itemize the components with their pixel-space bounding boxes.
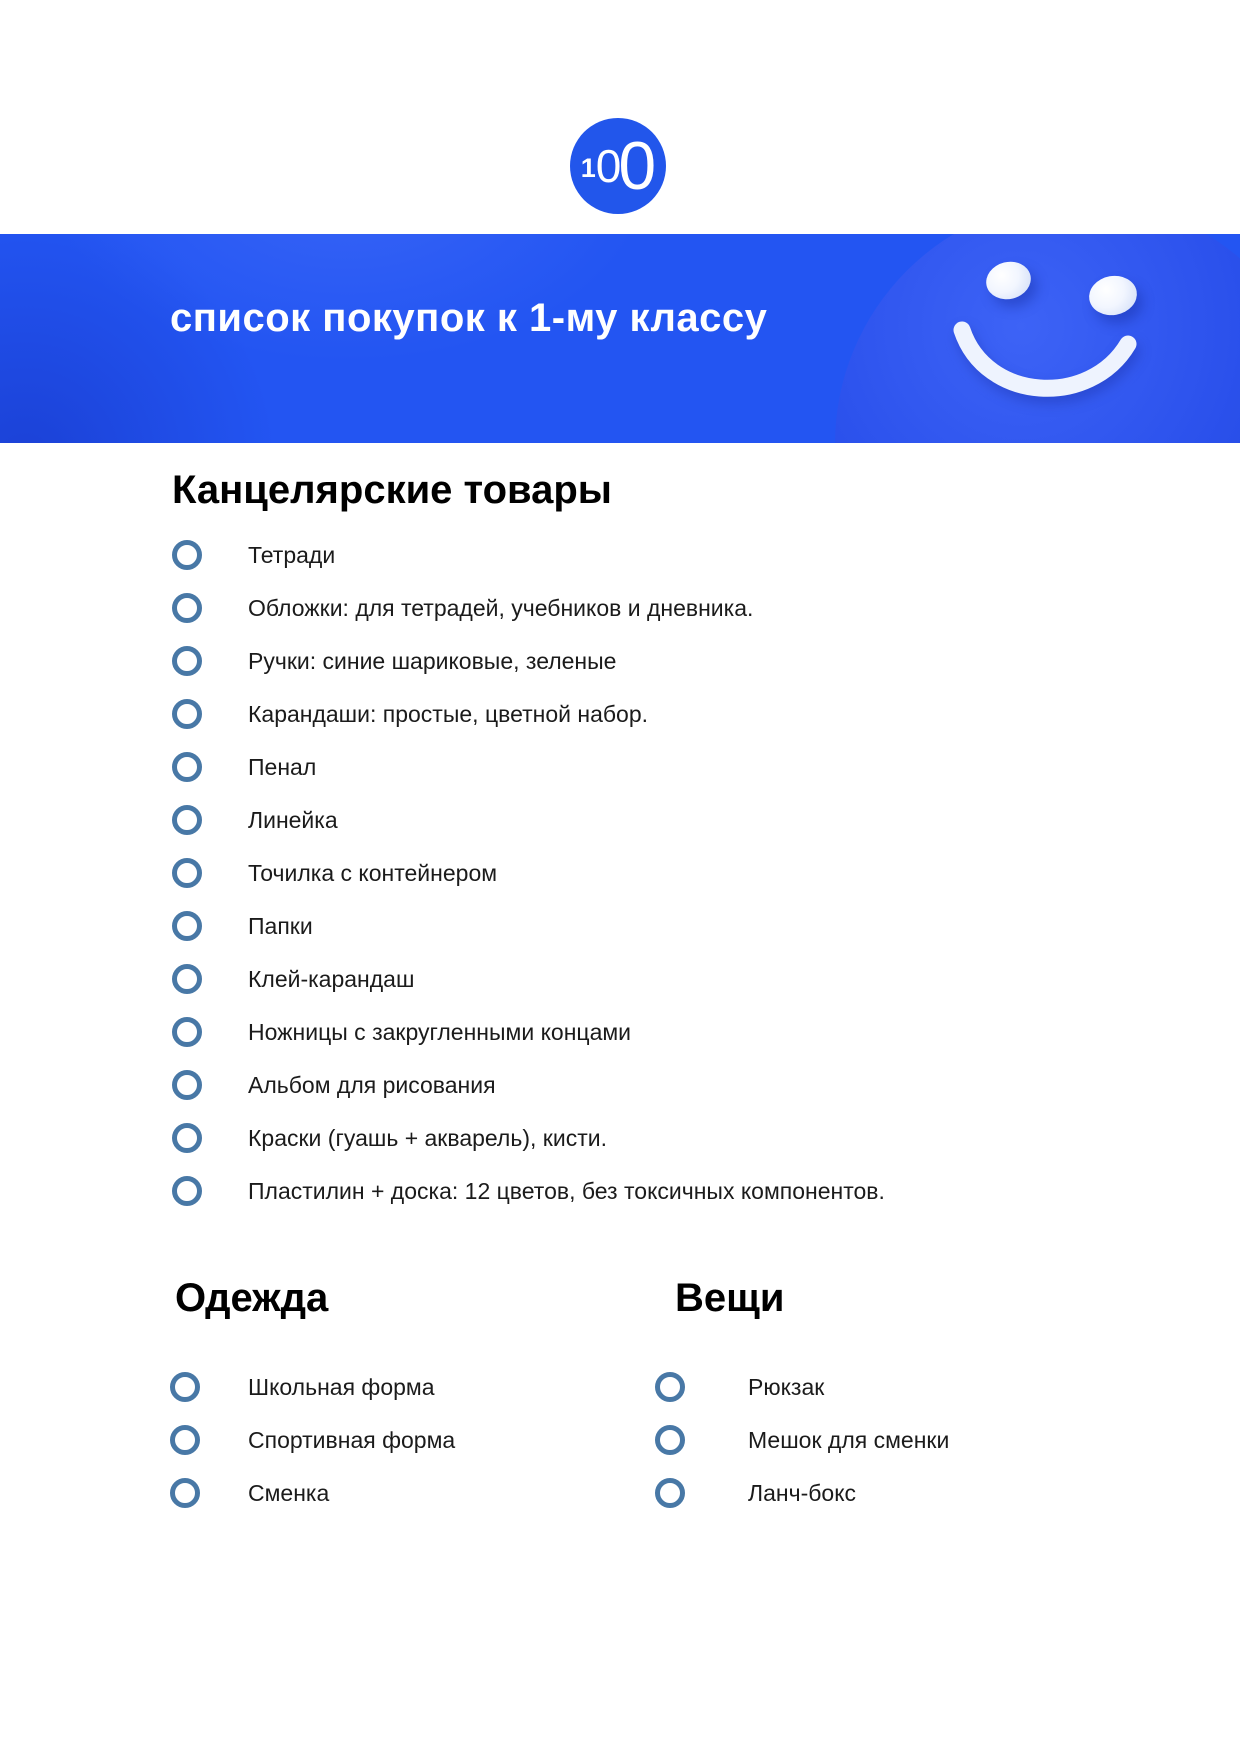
checkbox-circle[interactable] bbox=[172, 858, 202, 888]
checklist-item bbox=[172, 699, 885, 729]
checkbox-circle[interactable] bbox=[170, 1372, 200, 1402]
checkbox-circle[interactable] bbox=[172, 1070, 202, 1100]
clothes-checklist bbox=[170, 1372, 455, 1531]
checklist-item bbox=[172, 1176, 885, 1206]
checklist-item-label: Спортивная форма bbox=[248, 1426, 456, 1453]
section-heading-stationery: Канцелярские товары bbox=[172, 468, 612, 512]
logo-digit: 1 bbox=[580, 152, 595, 183]
checklist-item-label: Краски (гуашь + акварель), кисти. bbox=[248, 1124, 607, 1151]
checklist-item bbox=[172, 911, 885, 941]
checklist-item-label: Папки bbox=[248, 912, 313, 939]
checklist-item bbox=[172, 1017, 885, 1047]
section-heading-clothes: Одежда bbox=[175, 1276, 329, 1320]
checklist-item bbox=[170, 1372, 455, 1402]
checkbox-circle[interactable] bbox=[655, 1425, 685, 1455]
checklist-item-label: Пенал bbox=[248, 753, 317, 780]
checklist-item bbox=[172, 858, 885, 888]
checklist-item bbox=[655, 1478, 949, 1508]
header-banner bbox=[0, 234, 1240, 443]
brand-logo bbox=[570, 118, 666, 214]
checklist-item bbox=[172, 752, 885, 782]
checklist-item-label: Ланч-бокс bbox=[748, 1479, 857, 1506]
checkbox-circle[interactable] bbox=[172, 1017, 202, 1047]
checkbox-circle[interactable] bbox=[172, 540, 202, 570]
checklist-item-label: Обложки: для тетрадей, учебников и дневника. bbox=[248, 594, 754, 621]
checklist-item bbox=[655, 1372, 949, 1402]
checklist-item-label: Ножницы с закругленными концами bbox=[248, 1018, 632, 1045]
checkbox-circle[interactable] bbox=[172, 911, 202, 941]
page-title: список покупок к 1-му классу bbox=[170, 296, 768, 340]
checkbox-circle[interactable] bbox=[172, 646, 202, 676]
checkbox-circle[interactable] bbox=[172, 1176, 202, 1206]
checkbox-circle[interactable] bbox=[172, 805, 202, 835]
checklist-item-label: Ручки: синие шариковые, зеленые bbox=[248, 647, 617, 674]
checklist-item bbox=[172, 646, 885, 676]
checklist-item bbox=[172, 540, 885, 570]
checkbox-circle[interactable] bbox=[170, 1425, 200, 1455]
checklist-item-label: Точилка с контейнером bbox=[248, 859, 498, 886]
checklist-item-label: Линейка bbox=[248, 806, 338, 833]
checklist-item-label: Мешок для сменки bbox=[748, 1426, 950, 1453]
checklist-item-label: Клей-карандаш bbox=[248, 965, 415, 992]
checkbox-circle[interactable] bbox=[655, 1478, 685, 1508]
checklist-item-label: Школьная форма bbox=[248, 1373, 435, 1400]
checklist-item bbox=[655, 1425, 949, 1455]
checklist-item-label: Альбом для рисования bbox=[248, 1071, 496, 1098]
stationery-checklist bbox=[172, 540, 885, 1229]
checkbox-circle[interactable] bbox=[172, 699, 202, 729]
checkbox-circle[interactable] bbox=[655, 1372, 685, 1402]
logo-digit: 0 bbox=[595, 140, 621, 192]
checklist-item-label: Рюкзак bbox=[748, 1373, 825, 1400]
checklist-item-label: Карандаши: простые, цветной набор. bbox=[248, 700, 649, 727]
checklist-item bbox=[172, 1123, 885, 1153]
checklist-item bbox=[172, 1070, 885, 1100]
checkbox-circle[interactable] bbox=[172, 752, 202, 782]
checkbox-circle[interactable] bbox=[170, 1478, 200, 1508]
checklist-item bbox=[170, 1478, 455, 1508]
checklist-item bbox=[172, 593, 885, 623]
checklist-item bbox=[172, 964, 885, 994]
logo-digit: 0 bbox=[618, 128, 656, 204]
checklist-item bbox=[170, 1425, 455, 1455]
checklist-item-label: Пластилин + доска: 12 цветов, без токсичных компонентов. bbox=[248, 1177, 885, 1204]
smiley-mouth-icon bbox=[938, 312, 1158, 432]
checklist-item bbox=[172, 805, 885, 835]
checklist-item-label: Тетради bbox=[248, 541, 336, 568]
checkbox-circle[interactable] bbox=[172, 1123, 202, 1153]
things-checklist bbox=[655, 1372, 949, 1531]
checklist-item-label: Сменка bbox=[248, 1479, 330, 1506]
section-heading-things: Вещи bbox=[675, 1276, 785, 1320]
checkbox-circle[interactable] bbox=[172, 593, 202, 623]
checkbox-circle[interactable] bbox=[172, 964, 202, 994]
